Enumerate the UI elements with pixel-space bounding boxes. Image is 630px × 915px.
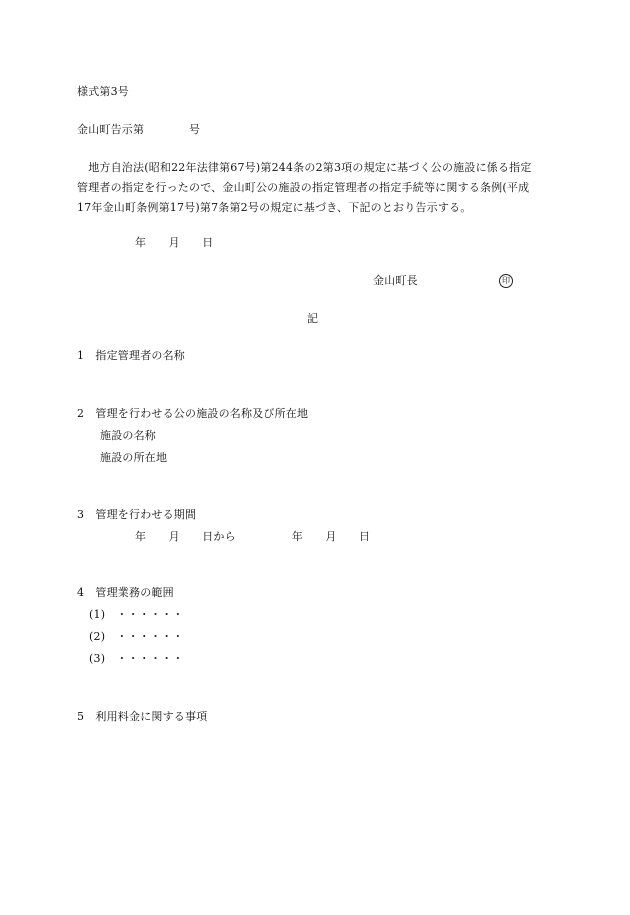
date-line: 年 月 日 [135,236,214,249]
preamble-line-3: 17年金山町条例第17号)第7条第2号の規定に基づき、下記のとおり告示する。 [77,201,472,214]
item-1: 1 指定管理者の名称 [77,349,185,362]
item-2-facility-name: 施設の名称 [100,429,156,442]
item-3: 3 管理を行わせる期間 [77,508,197,521]
seal-stamp: 印 [499,274,513,288]
item-3-period: 年 月 日から 年 月 日 [135,530,371,543]
preamble-line-1: 地方自治法(昭和22年法律第67号)第244条の2第3項の規定に基づく公の施設に係る指定 [77,161,532,174]
item-2: 2 管理を行わせる公の施設の名称及び所在地 [77,407,309,420]
item-2-facility-location: 施設の所在地 [100,451,168,464]
item-4-sub-1: (1) ・・・・・・ [89,608,184,621]
notice-number: 金山町告示第 号 [77,123,201,136]
preamble-line-2: 管理者の指定を行ったので、金山町公の施設の指定管理者の指定手続等に関する条例(平成 [77,181,530,194]
item-4-sub-2: (2) ・・・・・・ [89,630,184,643]
item-4: 4 管理業務の範囲 [77,586,174,599]
item-5: 5 利用料金に関する事項 [77,710,208,723]
form-number: 様式第3号 [77,85,129,98]
ki-heading: 記 [307,312,319,325]
signatory: 金山町長 [373,274,418,287]
item-4-sub-3: (3) ・・・・・・ [89,652,184,665]
